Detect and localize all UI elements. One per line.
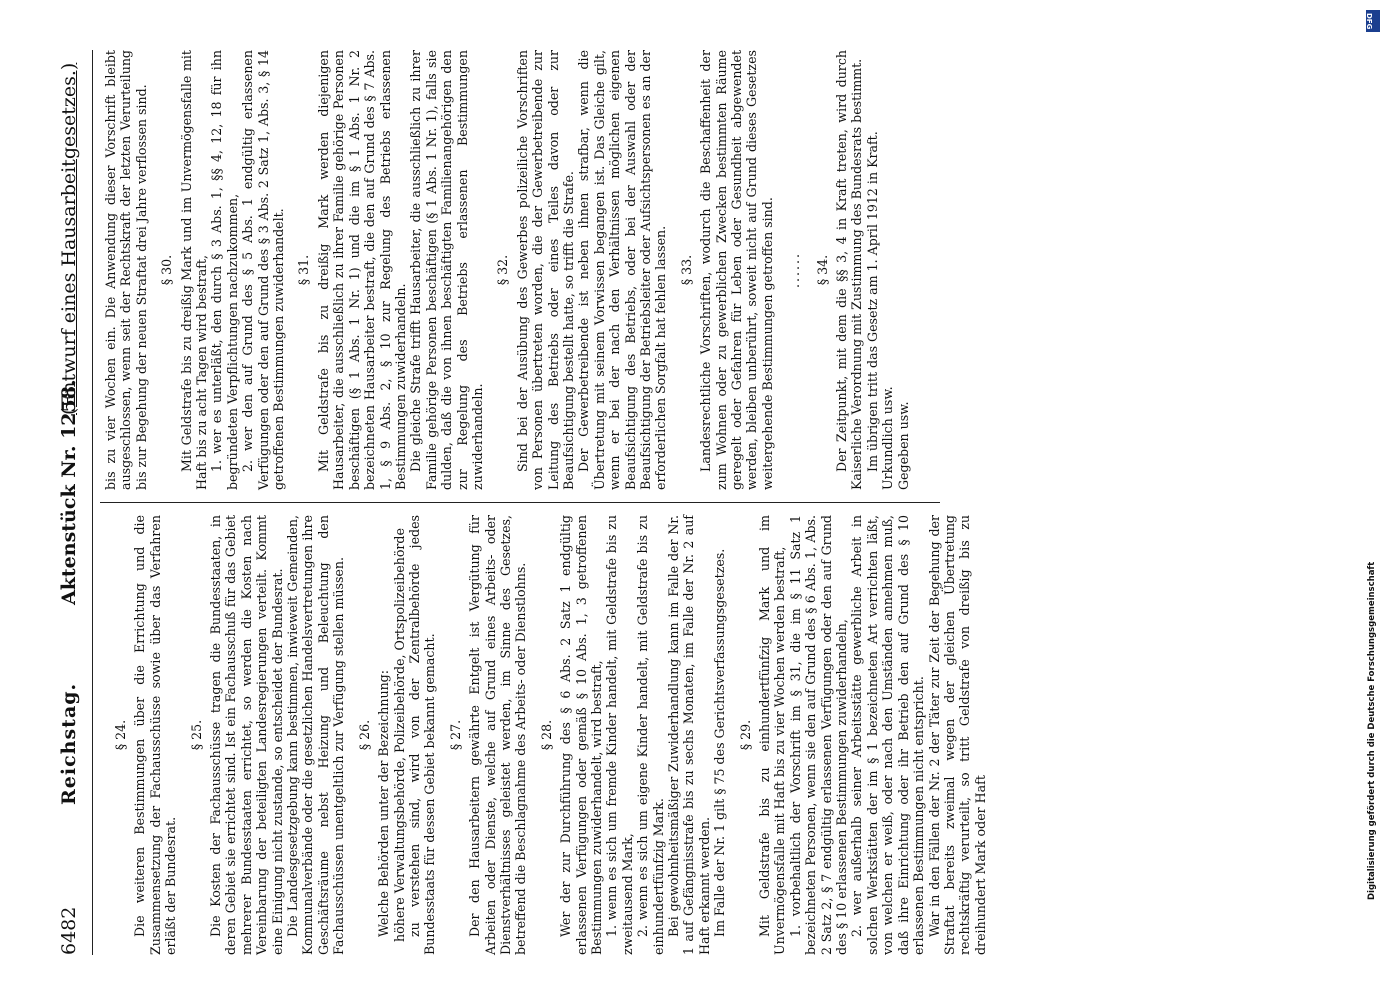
ellipsis-separator: ...... [787, 251, 803, 289]
header-rule [92, 50, 93, 955]
header-left-title: Reichstag. [58, 682, 80, 805]
paragraph: Bei gewohnheitsmäßiger Zuwiderhandlung kann im Falle der Nr. 1 auf Gefängnisstrafe bis zu sechs Monaten, im Falle der Nr. 2 auf Haft erkannt werden. [666, 515, 712, 955]
paragraph: Der Gewerbetreibende ist neben ihnen strafbar, wenn die Übertretung mit seinem Vorwissen begangen ist. Das Gleiche gilt, wenn er bei der nach den Verhältnissen möglichen eigenen Beaufsichtigung des Betriebs, oder bei der Auswahl oder der Beaufsichtigung der Betriebsleiter oder Aufsichtspersonen es an der erforderlichen Sorgfalt hat fehlen lassen. [576, 50, 669, 490]
section-heading: § 32. [495, 254, 511, 286]
section-heading: § 24. [113, 719, 128, 751]
paragraph: Sind bei der Ausübung des Gewerbes polizeiliche Vorschriften von Personen übertreten worden, die der Gewerbetreibende zur Leitung des Betriebs oder eines Teiles davon oder zur Beaufsichtigung bestellt hatte, so trifft die Strafe. [514, 50, 576, 490]
document-page [48, 50, 1373, 955]
paragraph: Landesrechtliche Vorschriften, wodurch die Beschaffenheit der zum Wohnen oder zu gewerblichen Zwecken bestimmten Räume geregelt oder Gefahren für Leben oder Gesundheit abgewendet werden, bleiben unberührt, soweit nicht auf Grund dieses Gesetzes weitergehende Bestimmungen getroffen sind. [698, 50, 775, 490]
header-document-number: Aktenstück Nr. 1258. [58, 379, 80, 605]
paragraph: Der den Hausarbeitern gewährte Entgelt ist Vergütung für Arbeiten oder Dienste, welche auf Grund eines Arbeits- oder Dienstverhältnisses geleistet werden, im Sinne des Gesetzes, betreffend die Beschlagnahme des Arbeits- oder Dienstlohns. [467, 515, 529, 955]
digitization-credit: Digitalisierung gefördert durch die Deutsche Forschungsgemeinschaft [1367, 561, 1377, 900]
paragraph: Wer der zur Durchführung des § 6 Abs. 2 Satz 1 endgültig erlassenen Verfügungen oder gemäß § 10 Abs. 1, 3 getroffenen Bestimmungen zuwiderhandelt, wird bestraft, [558, 515, 604, 955]
section-heading: § 28. [538, 719, 554, 751]
list-item: 2. wer den auf Grund des § 5 Abs. 1 endgültig erlassenen Verfügungen oder den auf Grund des § 3 Abs. 2 Satz 1, Abs. 3, § 14 getroffenen Bestimmungen zuwiderhandelt. [240, 50, 287, 490]
section-heading: § 29. [737, 719, 753, 751]
closing-formula: Gegeben usw. [895, 401, 911, 490]
paragraph: Im übrigen tritt das Gesetz am 1. April 1912 in Kraft. [864, 131, 880, 472]
paragraph: Die gleiche Strafe trifft Hausarbeiter, die ausschließlich zu ihrer Familie gehörige Personen beschäftigen (§ 1 Abs. 1 Nr. 1), falls sie dulden, daß die von ihnen beschäftigten Familienangehörigen den zur Regelung des Betriebs erlassenen Bestimmungen zuwiderhandeln. [408, 50, 485, 490]
column-divider [100, 502, 940, 503]
left-column [103, 515, 988, 955]
list-item: 1. wer es unterläßt, den durch § 3 Abs. 1, §§ 4, 12, 18 für ihn begründeten Verpflichtungen nachzukommen, [209, 50, 240, 490]
list-item: 2. wer außerhalb seiner Arbeitsstätte gewerbliche Arbeit in solchen Werkstätten der im § 1 bezeichneten Art verrichten läßt, von welchen er weiß, oder nach den Umständen annehmen muß, daß ihre Einrichtung oder ihr Betrieb den auf Grund des § 10 erlassenen Bestimmungen nicht entspricht. [849, 515, 927, 955]
header-right-title: (Entwurf eines Hausarbeitgesetzes.) [58, 62, 80, 415]
section-heading: § 26. [356, 719, 372, 751]
list-item: 1. vorbehaltlich der Vorschrift im § 31, die im § 11 Satz 1 bezeichneten Personen, wenn sie den auf Grund des § 6 Abs. 1, Abs. 2 Satz 2, § 7 endgültig erlassenen Verfügungen oder den auf Grund des § 10 erlassenen Bestimmungen zuwiderhandeln, [787, 515, 850, 955]
paragraph: Die Kosten der Fachausschüsse tragen die Bundesstaaten, in deren Gebiet sie errichtet sind. Ist ein Fachausschuß für das Gebiet mehrerer Bundesstaaten errichtet, so werden die Kosten nach Vereinbarung der beteiligten Landesregierungen verteilt. Kommt eine Einigung nicht zustande, so entscheidet der Bundesrat. [208, 515, 285, 955]
section-heading: § 33. [678, 254, 694, 286]
section-heading: § 25. [188, 719, 204, 751]
paragraph: Die weiteren Bestimmungen über die Errichtung und die Zusammensetzung der Fachausschüsse sowie über das Verfahren erläßt der Bundesrat. [132, 515, 179, 955]
paragraph: War in den Fällen der Nr. 2 der Täter zur Zeit der Begehung der Straftat bereits zweimal wegen der gleichen Übertretung rechtskräftig verurteilt, so tritt Geldstrafe von dreißig bis zu dreihundert Mark oder Haft [926, 515, 988, 955]
paragraph: Mit Geldstrafe bis zu dreißig Mark und im Unvermögensfalle mit Haft bis zu acht Tagen wird bestraft, [178, 50, 210, 490]
section-heading: § 31. [296, 254, 312, 286]
paragraph: Im Falle der Nr. 1 gilt § 75 des Gerichtsverfassungsgesetzes. [712, 548, 728, 937]
closing-formula: Urkundlich usw. [880, 386, 896, 490]
right-column [103, 50, 911, 490]
page-header [48, 50, 88, 955]
section-heading: § 30. [159, 254, 175, 286]
paragraph: Der Zeitpunkt, mit dem die §§ 3, 4 in Kraft treten, wird durch Kaiserliche Verordnung mit Zustimmung des Bundesrats bestimmt. [834, 50, 865, 490]
paragraph: bis zu vier Wochen ein. Die Anwendung dieser Vorschrift bleibt ausgeschlossen, wenn seit der Rechtskraft der letzten Verurteilung bis zur Begehung der neuen Straftat drei Jahre verflossen sind. [103, 50, 149, 490]
paragraph: Mit Geldstrafe bis zu einhundertfünfzig Mark und im Unvermögensfalle mit Haft bis zu vier Wochen werden bestraft, [757, 515, 788, 955]
paragraph: höhere Verwaltungsbehörde, Polizeibehörde, Ortspolizeibehörde [391, 528, 407, 942]
paragraph: zu verstehen sind, wird von der Zentralbehörde jedes Bundesstaats für dessen Gebiet bekannt gemacht. [406, 515, 438, 955]
list-item: 2. wenn es sich um eigene Kinder handelt, mit Geldstrafe bis zu einhundertfünfzig Mark. [635, 515, 666, 955]
page-number: 6482 [58, 906, 80, 955]
dfg-logo: DFG [1366, 10, 1380, 32]
paragraph: Welche Behörden unter der Bezeichnung: [376, 670, 392, 937]
section-heading: § 34. [814, 254, 830, 286]
paragraph: Mit Geldstrafe bis zu dreißig Mark werden diejenigen Hausarbeiter, die ausschließlich zu ihrer Familie gehörige Personen beschäftigen (§ 1 Abs. 1 Nr. 1) und die im § 1 Abs. 1 Nr. 2 bezeichneten Hausarbeiter bestraft, die den auf Grund des § 7 Abs. 1, § 9 Abs. 2, § 10 zur Regelung des Betriebs erlassenen Bestimmungen zuwiderhandeln. [315, 50, 408, 490]
paragraph: Die Landesgesetzgebung kann bestimmen, inwieweit Gemeinden, Kommunalverbände oder die gesetzlichen Handelsvertretungen ihre Geschäftsräume nebst Heizung und Beleuchtung den Fachausschüssen unentgeltlich zur Verfügung stellen müssen. [285, 515, 347, 955]
list-item: 1. wenn es sich um fremde Kinder handelt, mit Geldstrafe bis zu zweitausend Mark, [604, 515, 635, 955]
section-heading: § 27. [447, 719, 463, 751]
